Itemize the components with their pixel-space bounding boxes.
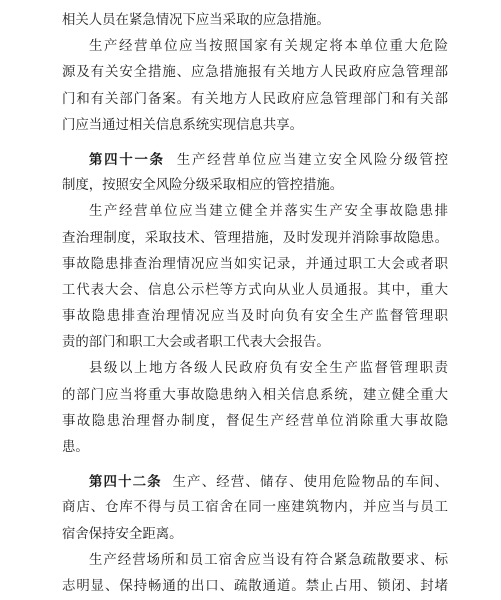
text-line: 事故隐患治理督办制度，督促生产经营单位消除重大事故隐 <box>62 413 448 429</box>
article-number: 第四十二条 <box>89 474 162 491</box>
text-line: 事故隐患排查治理情况应当如实记录，并通过职工大会或者职 <box>62 256 448 272</box>
text-line: 生产经营场所和员工宿舍应当设有符合紧急疏散要求、标 <box>89 552 448 568</box>
article-line <box>62 469 448 495</box>
text-line: 相关人员在紧急情况下应当采取的应急措施。 <box>62 13 330 28</box>
text-line: 查治理制度，采取技术、管理措施，及时发现并消除事故隐患。 <box>62 230 448 246</box>
text-line: 工代表大会、信息公示栏等方式向从业人员通报。其中，重大 <box>62 282 448 298</box>
text-line: 事故隐患排查治理情况应当及时向负有安全生产监督管理职 <box>62 309 448 325</box>
text-span: 生产经营单位应当建立安全风险分级管控 <box>176 152 449 168</box>
article-line <box>62 147 448 173</box>
text-line: 商店、仓库不得与员工宿舍在同一座建筑物内，并应当与员工 <box>62 500 448 516</box>
text-line: 患。 <box>62 440 89 455</box>
text-line: 志明显、保持畅通的出口、疏散通道。禁止占用、锁闭、封堵 <box>62 578 448 594</box>
text-line: 责的部门和职工大会或者职工代表大会报告。 <box>62 335 330 351</box>
text-line: 县级以上地方各级人民政府负有安全生产监督管理职责 <box>89 361 448 377</box>
text-line: 的部门应当将重大事故隐患纳入相关信息系统，建立健全重大 <box>62 387 448 403</box>
document-page <box>62 8 448 600</box>
text-line: 门应当通过相关信息系统实现信息共享。 <box>62 117 304 133</box>
text-line: 生产经营单位应当建立健全并落实生产安全事故隐患排 <box>89 204 448 220</box>
text-line: 制度，按照安全风险分级采取相应的管控措施。 <box>62 178 344 194</box>
text-span: 生产、经营、储存、使用危险物品的车间、 <box>172 475 449 491</box>
text-line: 门和有关部门备案。有关地方人民政府应急管理部门和有关部 <box>62 91 448 107</box>
text-line: 宿舍保持安全距离。 <box>62 526 183 542</box>
article-number: 第四十一条 <box>89 151 165 168</box>
text-line: 生产经营单位应当按照国家有关规定将本单位重大危险 <box>89 39 448 55</box>
text-line: 源及有关安全措施、应急措施报有关地方人民政府应急管理部 <box>62 65 448 81</box>
